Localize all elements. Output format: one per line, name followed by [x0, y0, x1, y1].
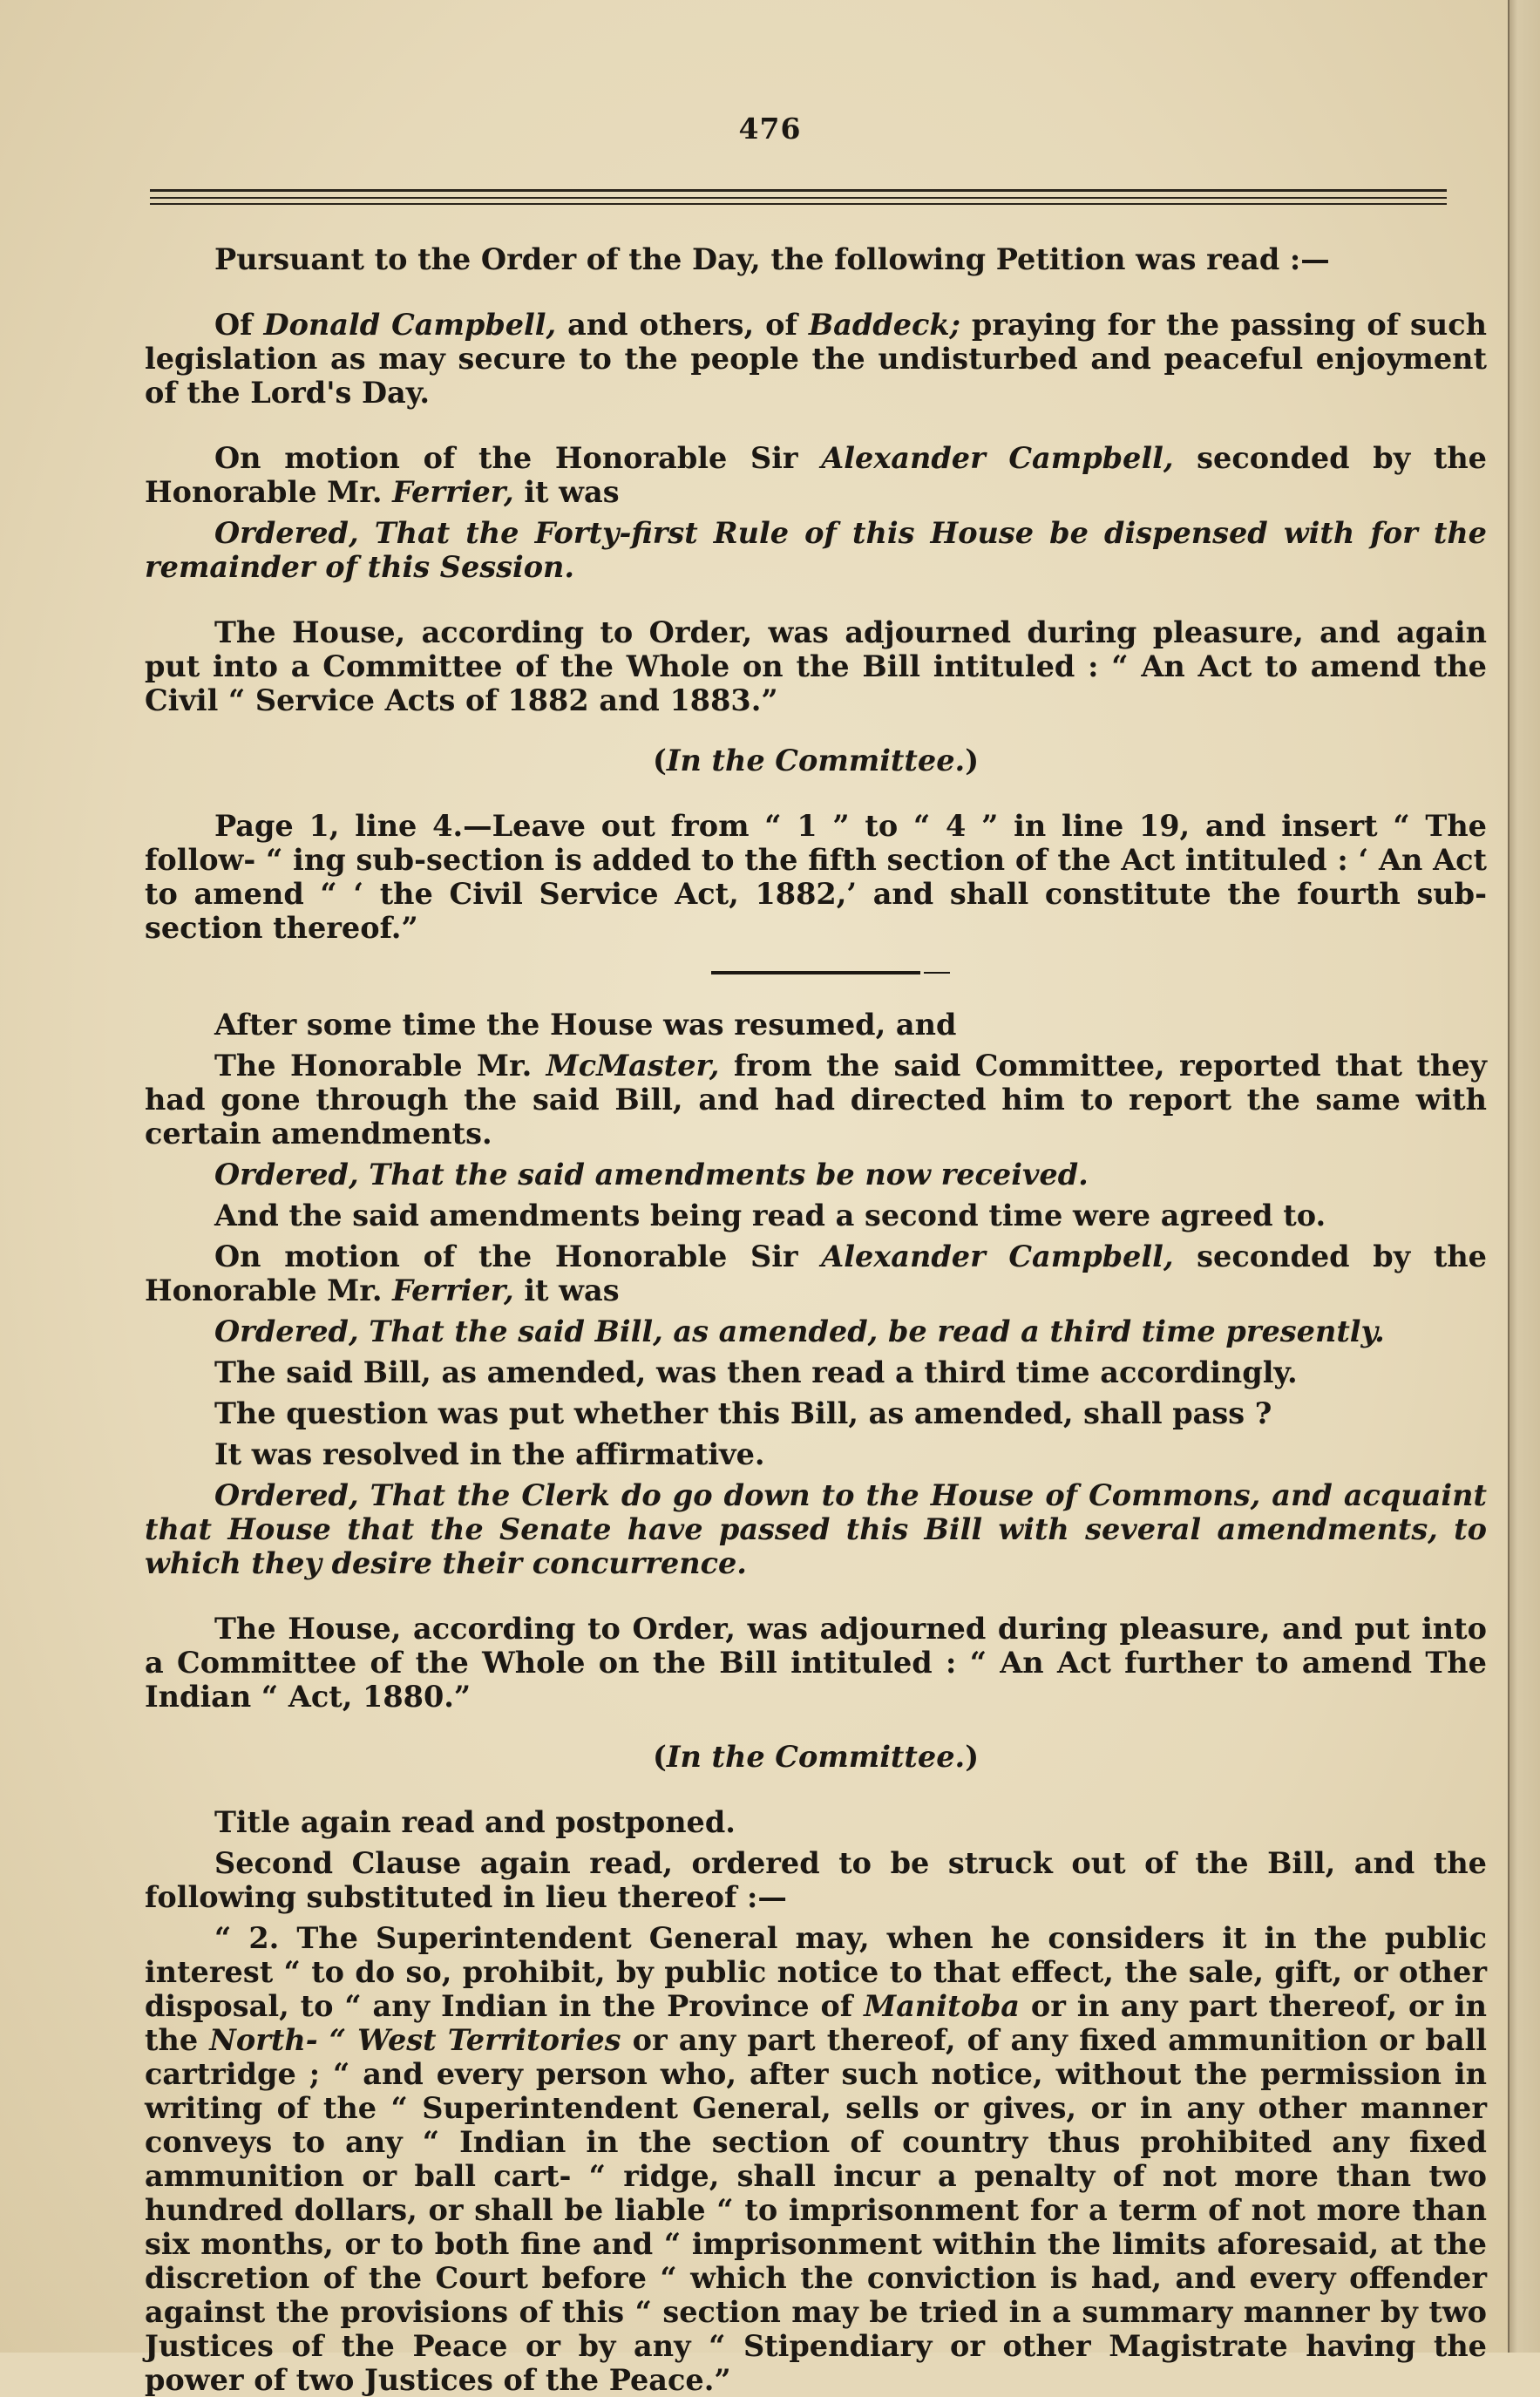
italic-name: McMaster, [546, 1049, 720, 1083]
paragraph-text: After some time the House was resumed, and [214, 1008, 957, 1042]
paragraph-text: The Honorable Mr. [214, 1049, 546, 1083]
committee-heading [145, 744, 1487, 777]
italic-name: North- “ West Territories [209, 2023, 621, 2057]
header-rule [150, 197, 1447, 199]
paragraph-text: Second Clause again read, ordered to be struck out of the Bill, and the following substituted in lieu thereof :— [145, 1846, 1487, 1914]
paragraph [145, 615, 1487, 717]
page-number: 476 [738, 112, 802, 146]
paragraph-text: it was [513, 475, 620, 509]
header-rule [150, 189, 1447, 192]
paragraph [145, 308, 1487, 410]
section-divider [711, 971, 920, 974]
paragraph [145, 1612, 1487, 1714]
paragraph [145, 1198, 1487, 1232]
italic-name: Manitoba [864, 1989, 1020, 2023]
paragraph-text: seconded by the Honorable Mr. [145, 441, 1487, 509]
paragraph-text: Page 1, line 4.—Leave out from “ 1 ” to “ 4 ” in line 19, and insert “ The follow- “ ing sub-section is added to the fifth section of the Act intituled : ‘ An Act to amend “ ‘ the Civil Service Act, 1882,’ and shall constitute the fourth sub-section thereof.” [145, 809, 1487, 945]
paragraph [145, 441, 1487, 509]
paragraph-text: The House, according to Order, was adjourned during pleasure, and again put into a Committee of the Whole on the Bill intituled : “ An Act to amend the Civil “ Service Acts of 1882 and 1883.” [145, 615, 1487, 717]
italic-name: In the Committee. [666, 1740, 966, 1774]
paragraph [145, 809, 1487, 945]
paragraph-text: Pursuant to the Order of the Day, the following Petition was read :— [214, 242, 1330, 276]
italic-name: Alexander Campbell, [821, 1239, 1174, 1273]
journal-text [145, 235, 1487, 2397]
italic-name: Alexander Campbell, [821, 441, 1174, 475]
italic-name: Ordered, [214, 516, 359, 550]
paragraph-text: ) [965, 744, 980, 777]
paragraph-text: it was [513, 1273, 620, 1307]
paragraph-text: ( [652, 744, 667, 777]
paragraph [145, 1008, 1487, 1042]
committee-heading [145, 1740, 1487, 1774]
paragraph [145, 1239, 1487, 1307]
paragraph-text: The question was put whether this Bill, as amended, shall pass ? [214, 1396, 1272, 1430]
paragraph-text: On motion of the Honorable Sir [214, 441, 822, 475]
paragraph-text: Title again read and postponed. [214, 1805, 736, 1839]
paragraph-text: ( [652, 1740, 667, 1774]
paragraph [145, 516, 1487, 584]
italic-name: That the said Bill, as amended, be read a third time presently. [358, 1314, 1385, 1348]
paragraph-text: It was resolved in the affirmative. [214, 1437, 765, 1471]
italic-name: Ferrier, [392, 1273, 514, 1307]
paragraph-text: ) [965, 1740, 980, 1774]
paragraph [145, 1314, 1487, 1348]
italic-name: That the Forty-first Rule of this House be dispensed with for the remainder of this Session. [145, 516, 1487, 584]
italic-name: That the said amendments be now received. [358, 1158, 1089, 1192]
italic-name: That the Clerk do go down to the House of Commons, and acquaint that House that the Senate have passed this Bill with several amendments, to which they desire their concurrence. [145, 1478, 1487, 1580]
italic-name: Ordered, [214, 1478, 359, 1512]
italic-name: Ordered, [214, 1158, 359, 1192]
paragraph [145, 1921, 1487, 2397]
paragraph [145, 1049, 1487, 1151]
paragraph-text: Of [214, 308, 264, 342]
paragraph [145, 1478, 1487, 1580]
paragraph-text: seconded by the Honorable Mr. [145, 1239, 1487, 1307]
paragraph [145, 1355, 1487, 1389]
paragraph [145, 1396, 1487, 1430]
paragraph [145, 1846, 1487, 1914]
paragraph-text: “ 2. The Superintendent General may, when he considers it in the public interest “ to do so, prohibit, by public notice to that effect, the sale, gift, or other disposal, to “ any Indian in the Province of [145, 1921, 1487, 2023]
italic-name: Donald Campbell, [263, 308, 557, 342]
paragraph [145, 1437, 1487, 1471]
paragraph-text: The said Bill, as amended, was then read a third time accordingly. [214, 1355, 1298, 1389]
paragraph-text: praying for the passing of such legislation as may secure to the people the undisturbed and peaceful enjoyment of the Lord's Day. [145, 308, 1487, 410]
facing-page-edge [1508, 0, 1540, 2353]
header-rule [150, 203, 1447, 205]
italic-name: In the Committee. [666, 744, 966, 777]
paragraph-text: or any part thereof, of any fixed ammunition or ball cartridge ; “ and every person who, after such notice, without the permission in writing of the “ Superintendent General, sells or gives, or in any other manner conveys to any “ Indian in the section of country thus prohibited any fixed ammunition or ball cart- “ ridge, shall incur a penalty of not more than two hundred dollars, or shall be liable “ to imprisonment for a term of not more than six months, or to both fine and “ imprisonment within the limits aforesaid, at the discretion of the Court before “ which the conviction is had, and every offender against the provisions of this “ section may be tried in a summary manner by two Justices of the Peace or by any “ Stipendiary or other Magistrate having the power of two Justices of the Peace.” [145, 2023, 1487, 2397]
paragraph [145, 1158, 1487, 1192]
paragraph-text: And the said amendments being read a second time were agreed to. [214, 1198, 1326, 1232]
paragraph [145, 242, 1487, 276]
italic-name: Baddeck; [808, 308, 960, 342]
paragraph-text: On motion of the Honorable Sir [214, 1239, 822, 1273]
italic-name: Ordered, [214, 1314, 359, 1348]
paragraph-text: and others, of [556, 308, 809, 342]
italic-name: Ferrier, [392, 475, 514, 509]
paragraph-text: from the said Committee, reported that they had gone through the said Bill, and had directed him to report the same with certain amendments. [145, 1049, 1487, 1151]
paragraph [145, 1805, 1487, 1839]
paragraph-text: or in any part thereof, or in the [145, 1989, 1487, 2057]
paragraph-text: The House, according to Order, was adjourned during pleasure, and put into a Committee of the Whole on the Bill intituled : “ An Act further to amend The Indian “ Act, 1880.” [145, 1612, 1487, 1714]
